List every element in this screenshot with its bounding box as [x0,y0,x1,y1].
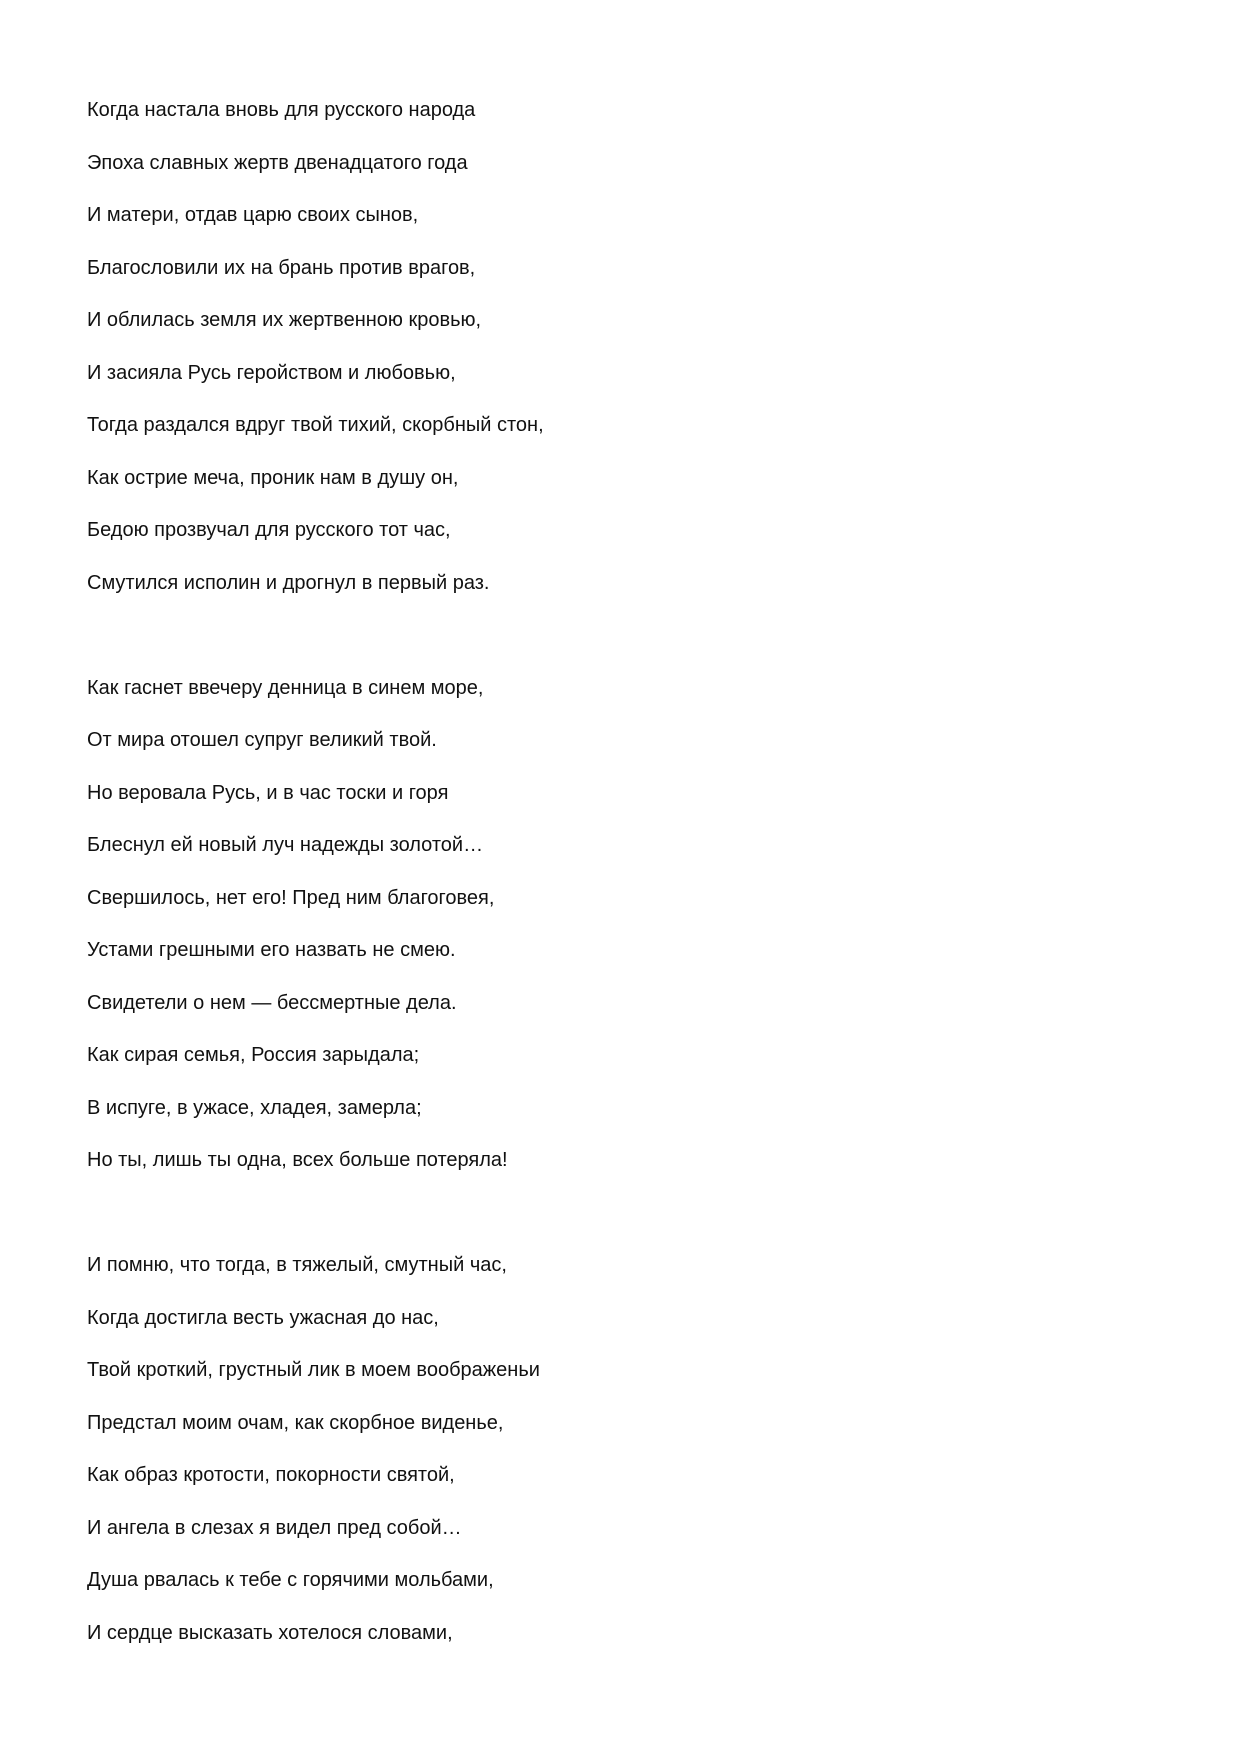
poem-line: Бедою прозвучал для русского тот час, [87,519,451,541]
poem-line: И сердце высказать хотелося словами, [87,1621,453,1644]
poem-line: Смутился исполин и дрогнул в первый раз. [87,571,490,594]
poem-line: И матери, отдав царю своих сынов, [87,204,419,226]
poem-line: Твой кроткий, грустный лик в моем воображеньи [87,1359,540,1381]
stanza-1 [87,84,1167,609]
poem-line: И ангела в слезах я видел пред собой… [87,1516,462,1539]
poem-line: И засияла Русь геройством и любовью, [87,361,456,384]
poem-line: Когда достигла весть ужасная до нас, [87,1306,439,1329]
poem-line: И помню, что тогда, в тяжелый, смутный час, [87,1254,507,1276]
stanza-3 [87,1239,1167,1659]
poem-line: Как гаснет ввечеру денница в синем море, [87,676,484,699]
poem-line: Благословили их на брань против врагов, [87,256,476,279]
poem-line: Как образ кротости, покорности святой, [87,1464,455,1486]
poem-line: Предстал моим очам, как скорбное виденье, [87,1411,504,1434]
poem-line: Свидетели о нем — бессмертные дела. [87,991,457,1014]
poem-line: От мира отошел супруг великий твой. [87,729,437,751]
poem-line: Душа рвалась к тебе с горячими мольбами, [87,1569,494,1591]
poem-line: Свершилось, нет его! Пред ним благоговея, [87,886,495,909]
poem-line: Устами грешными его назвать не смею. [87,939,456,961]
stanza-2 [87,662,1167,1187]
stanza-break [87,609,1167,662]
stanza-break [87,1187,1167,1240]
poem-line: Тогда раздался вдруг твой тихий, скорбный стон, [87,414,544,436]
poem-line: Но веровала Русь, и в час тоски и горя [87,781,449,804]
poem-line: Как сирая семья, Россия зарыдала; [87,1044,420,1066]
poem-line: Блеснул ей новый луч надежды золотой… [87,834,484,856]
poem-line: Но ты, лишь ты одна, всех больше потеряла! [87,1149,508,1171]
poem-line: И облилась земля их жертвенною кровью, [87,309,482,331]
poem-line: Как острие меча, проник нам в душу он, [87,466,459,489]
poem-line: Когда настала вновь для русского народа [87,99,476,121]
poem-text [87,84,1167,1659]
poem-line: В испуге, в ужасе, хладея, замерла; [87,1096,422,1119]
poem-line: Эпоха славных жертв двенадцатого года [87,151,468,174]
